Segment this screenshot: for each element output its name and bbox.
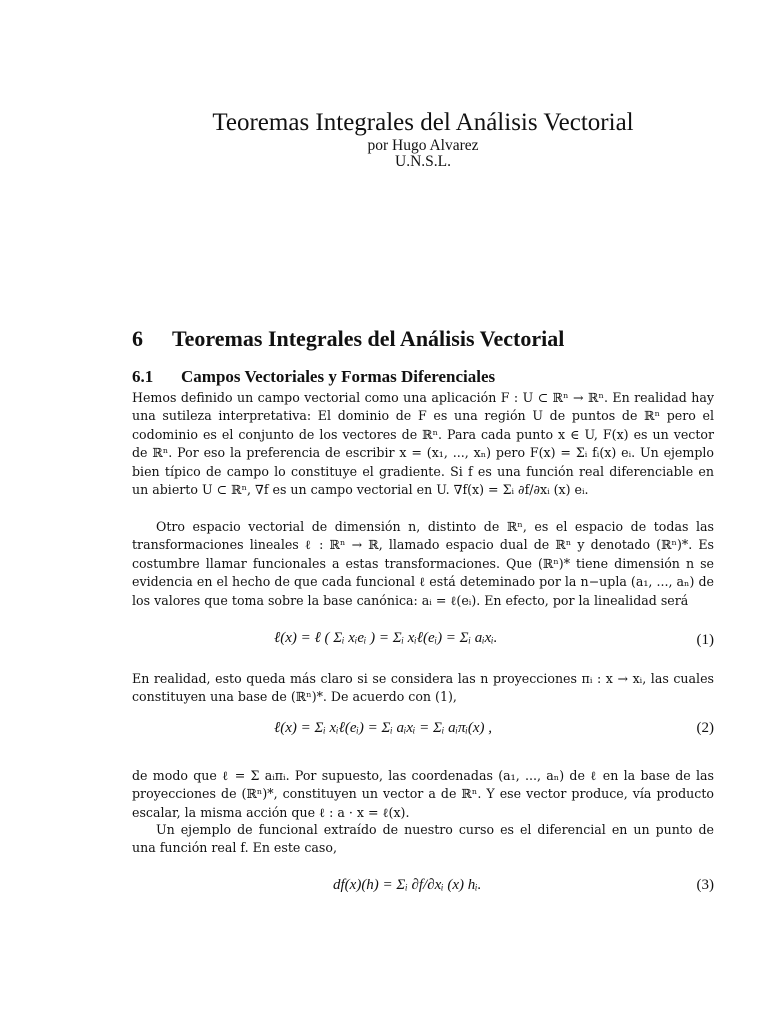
subsection-number: 6.1 [132,367,154,386]
subsection-heading [132,367,495,387]
subsection-title: Campos Vectoriales y Formas Diferenciales [181,367,496,386]
section-number: 6 [132,326,143,351]
section-title: Teoremas Integrales del Análisis Vectorial [172,326,565,351]
equation-2-tag: (2) [696,720,714,736]
equation-3 [132,867,714,927]
document-title: Teoremas Integrales del Análisis Vectorial [212,109,634,136]
paragraph-2: Otro espacio vectorial de dimensión n, distinto de ℝⁿ, es el espacio de todas las transformaciones lineales ℓ : ℝⁿ → ℝ, llamado espacio dual de ℝⁿ y denotado (ℝⁿ)*. Es costumbre llamar funcionales a estas transformaciones. Que (ℝⁿ)* tiene dimensión n se evidencia en el hecho de que cada funcional ℓ está deteminado por la n−upla (a₁, ..., aₙ) de los valores que toma sobre la base canónica: aᵢ = ℓ(eᵢ). En efecto, por la linealidad será [132,519,714,608]
equation-1-body: ℓ(x) = ℓ ( Σᵢ xᵢeᵢ ) = Σᵢ xᵢℓ(eᵢ) = Σᵢ aᵢxᵢ. [274,630,498,646]
title-block [0,108,768,170]
paragraph-1: Hemos definido un campo vectorial como una aplicación F : U ⊂ ℝⁿ → ℝⁿ. En realidad hay una sutileza interpretativa: El dominio de F es una región U de puntos de ℝⁿ pero el codominio es el conjunto de los vectores de ℝⁿ. Para cada punto x ∈ U, F(x) es un vector de ℝⁿ. Por eso la preferencia de escribir x = (x₁, ..., xₙ) pero F(x) = Σᵢ fᵢ(x) eᵢ. Un ejemplo bien típico de campo lo constituye el gradiente. Si f es una función real diferenciable en un abierto U ⊂ ℝⁿ, ∇f es un campo vectorial en U. ∇f(x) = Σᵢ ∂f/∂xᵢ (x) eᵢ. [132,390,714,498]
paragraph-4: de modo que ℓ = Σ aᵢπᵢ. Por supuesto, las coordenadas (a₁, ..., aₙ) de ℓ en la base de las proyecciones de (ℝⁿ)*, constituyen un vector a de ℝⁿ. Y ese vector produce, vía producto escalar, la misma acción que ℓ : a · x = ℓ(x). [132,768,714,820]
equation-2-body: ℓ(x) = Σᵢ xᵢℓ(eᵢ) = Σᵢ aᵢxᵢ = Σᵢ aᵢπᵢ(x) , [274,720,492,736]
document-institution: U.N.S.L. [395,153,451,170]
equation-2 [132,714,714,774]
paragraph-5: Un ejemplo de funcional extraído de nuestro curso es el diferencial en un punto de una función real f. En este caso, [132,822,714,856]
section-heading [132,326,564,352]
equation-3-tag: (3) [696,877,714,893]
paragraph-3: En realidad, esto queda más claro si se considera las n proyecciones πᵢ : x → xᵢ, las cuales constituyen una base de (ℝⁿ)*. De acuerdo con (1), [132,671,714,705]
equation-3-body: df(x)(h) = Σᵢ ∂f/∂xᵢ (x) hᵢ. [333,877,482,893]
equation-1-tag: (1) [696,632,714,648]
document-author: por Hugo Alvarez [367,137,479,154]
